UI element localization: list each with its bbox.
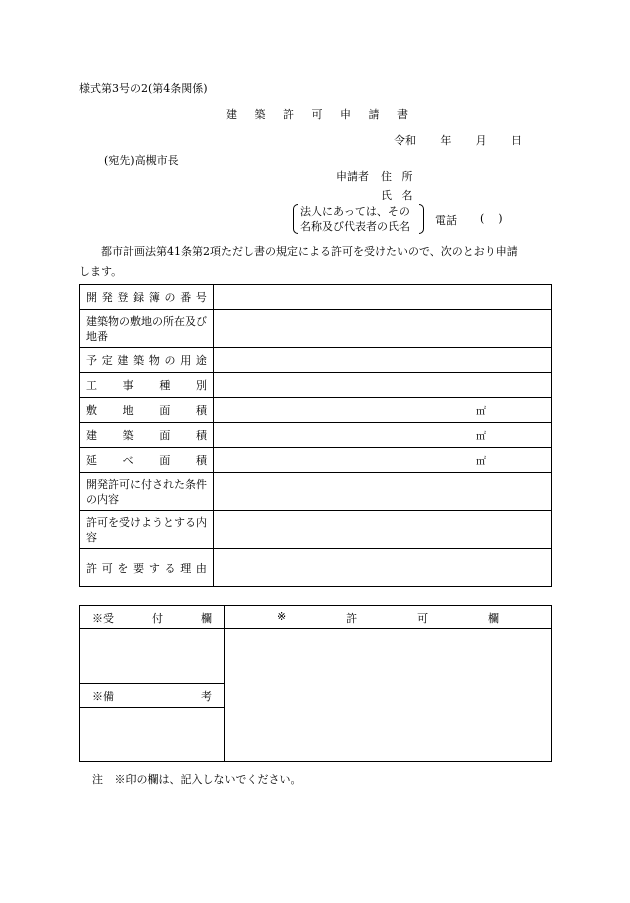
date-month: 月 [475,134,487,147]
remarks-top-divider [79,683,225,684]
remarks-bottom-divider [79,707,225,708]
body-text-line-1: 都市計画法第41条第2項ただし書の規定による許可を受けたいので、次のとおり申請 [101,245,518,258]
unit-label: ㎡ [476,456,486,468]
row-label: 延 べ 面 積 [86,454,207,467]
row-label: 許可を受けようとする内容 [86,515,207,544]
row-label: 予 定 建 築 物 の 用 途 [86,354,207,367]
date-era: 令和 [394,134,416,147]
applicant-name-label: 氏 名 [381,189,413,202]
row-value-cell[interactable] [214,348,552,373]
table-row [80,549,552,587]
table-row [80,348,552,373]
row-value-cell[interactable] [214,423,552,448]
office-header-divider [79,628,552,629]
reception-header: ※受 付 欄 [92,612,212,625]
document-title: 建 築 許 可 申 請 書 [226,108,408,121]
table-row [80,511,552,549]
remarks-header: ※備 考 [92,690,212,703]
phone-parens: ( ) [480,212,503,225]
form-number: 様式第3号の2(第4条関係) [79,82,208,95]
row-value-cell[interactable] [214,473,552,511]
table-row [80,285,552,310]
footnote: 注 ※印の欄は、記入しないでください。 [92,773,302,786]
table-row [80,310,552,348]
application-table [79,284,552,587]
row-label: 敷 地 面 積 [86,404,207,417]
row-label: 建 築 面 積 [86,429,207,442]
row-value-cell[interactable] [214,310,552,348]
bracket-left [293,204,298,234]
addressee: (宛先)高槻市長 [104,154,179,167]
row-value-cell[interactable] [214,448,552,473]
date-day: 日 [510,134,522,147]
row-label: 工 事 種 別 [86,379,207,392]
row-value-cell[interactable] [214,549,552,587]
table-row [80,398,552,423]
unit-label: ㎡ [476,431,486,443]
bracket-right [419,204,424,234]
date-line [394,132,522,148]
row-label: 許 可 を 要 す る 理 由 [86,561,207,575]
row-value-cell[interactable] [214,511,552,549]
row-value-cell[interactable] [214,373,552,398]
phone-label: 電話 [435,214,457,227]
table-row [80,473,552,511]
row-label: 建築物の敷地の所在及び地番 [86,314,207,343]
row-value-cell[interactable] [214,285,552,310]
table-row [80,448,552,473]
date-year: 年 [440,134,452,147]
applicant-address-label: 住 所 [381,170,413,183]
row-label: 開 発 登 録 簿 の 番 号 [86,291,207,304]
unit-label: ㎡ [476,406,486,418]
table-row [80,373,552,398]
applicant-label: 申請者 [336,170,369,183]
row-label: 開発許可に付された条件の内容 [86,477,207,506]
row-value-cell[interactable] [214,398,552,423]
permission-header: ※ 許 可 欄 [277,610,499,625]
body-text-line-2: します。 [79,265,123,278]
corporate-note: 法人にあっては、その 名称及び代表者の氏名 [300,205,410,233]
table-row [80,423,552,448]
